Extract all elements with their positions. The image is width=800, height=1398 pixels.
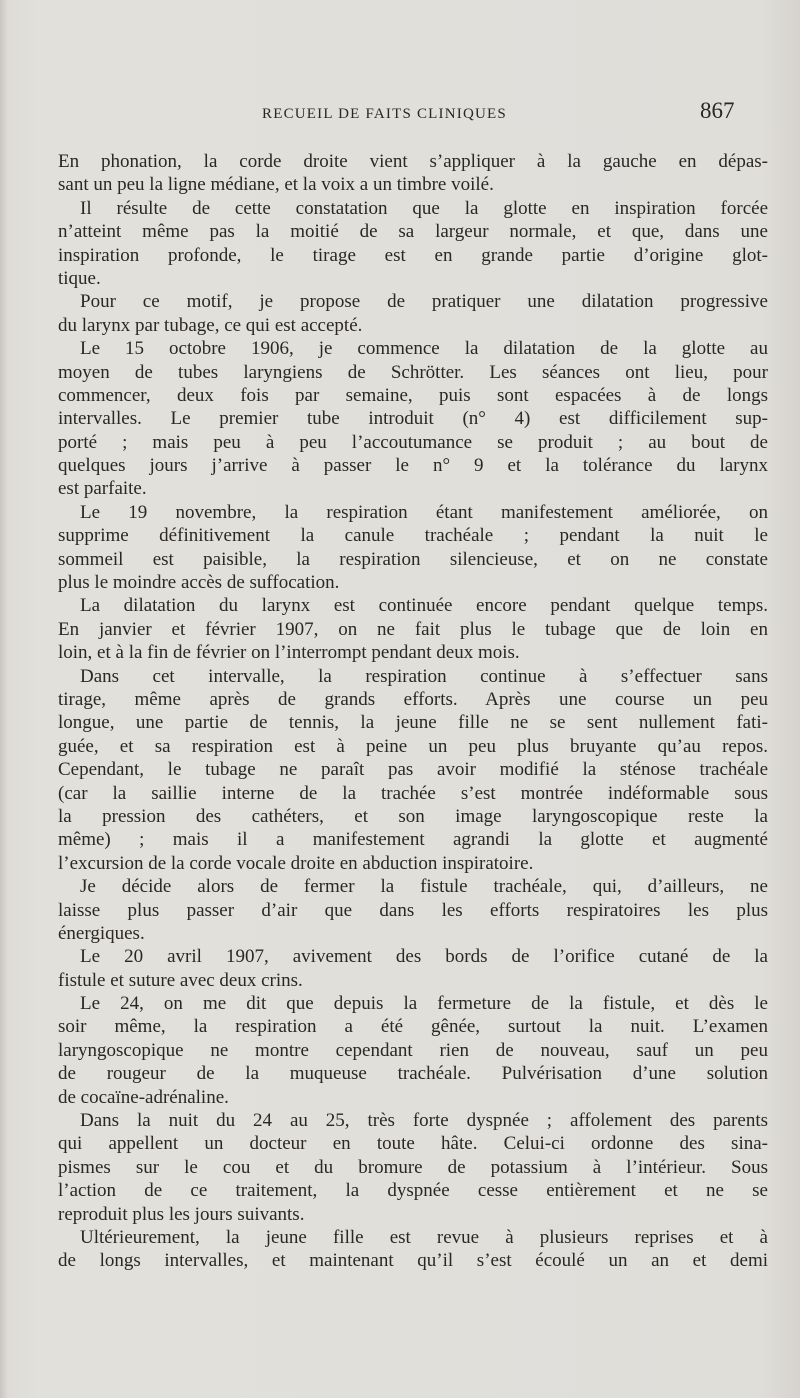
text-line: même) ; mais il a manifestement agrandi la glotte et augmenté (58, 829, 768, 851)
text-line: pismes sur le cou et du bromure de potassium à l’intérieur. Sous (58, 1156, 768, 1178)
text-line: En janvier et février 1907, on ne fait plus le tubage que de loin en (58, 618, 768, 640)
text-line: moyen de tubes laryngiens de Schrötter. Les séances ont lieu, pour (58, 361, 768, 383)
text-line: En phonation, la corde droite vient s’appliquer à la gauche en dépas- (58, 151, 768, 172)
text-line: (car la saillie interne de la trachée s’est montrée indéformable sous (58, 782, 768, 804)
text-line: plus le moindre accès de suffocation. (58, 572, 340, 594)
text-line: du larynx par tubage, ce qui est accepté. (58, 314, 363, 336)
text-line: de rougeur de la muqueuse trachéale. Pulvérisation d’une solution (58, 1063, 768, 1085)
text-line: Le 24, on me dit que depuis la fermeture de la fistule, et dès le (80, 993, 768, 1015)
text-line: l’action de ce traitement, la dyspnée cesse entièrement et ne se (58, 1180, 768, 1202)
text-line: qui appellent un docteur en toute hâte. Celui-ci ordonne des sina- (58, 1133, 768, 1155)
text-line: Le 19 novembre, la respiration étant manifestement améliorée, on (80, 501, 768, 523)
text-line: Dans la nuit du 24 au 25, très forte dyspnée ; affolement des parents (80, 1110, 768, 1132)
text-line: intervalles. Le premier tube introduit (n° 4) est difficilement sup- (58, 408, 768, 430)
text-line: de cocaïne-adrénaline. (58, 1086, 229, 1108)
text-line: porté ; mais peu à peu l’accoutumance se produit ; au bout de (58, 431, 768, 453)
text-line: supprime définitivement la canule trachéale ; pendant la nuit le (58, 525, 768, 547)
text-line: soir même, la respiration a été gênée, surtout la nuit. L’examen (58, 1016, 768, 1038)
running-title: RECUEIL DE FAITS CLINIQUES (262, 106, 507, 122)
text-line: sant un peu la ligne médiane, et la voix a un timbre voilé. (58, 174, 494, 196)
text-line: Pour ce motif, je propose de pratiquer une dilatation progressive (80, 291, 768, 313)
text-line: Je décide alors de fermer la fistule trachéale, qui, d’ailleurs, ne (80, 876, 768, 898)
page-number: 867 (700, 98, 735, 123)
text-line: énergiques. (58, 922, 145, 944)
text-line: l’excursion de la corde vocale droite en abduction inspiratoire. (58, 852, 534, 874)
text-line: n’atteint même pas la moitié de sa largeur normale, et que, dans une (58, 221, 768, 243)
text-line: commencer, deux fois par semaine, puis sont espacées à de longs (58, 384, 768, 406)
text-line: Ultérieurement, la jeune fille est revue à plusieurs reprises et à (80, 1226, 768, 1248)
text-line: de longs intervalles, et maintenant qu’il s’est écoulé un an et demi (58, 1250, 768, 1272)
text-line: quelques jours j’arrive à passer le n° 9 et la tolérance du larynx (58, 455, 768, 477)
text-line: fistule et suture avec deux crins. (58, 969, 303, 991)
text-line: guée, et sa respiration est à peine un peu plus bruyante qu’au repos. (58, 735, 768, 757)
text-line: Cependant, le tubage ne paraît pas avoir modifié la sténose trachéale (58, 759, 768, 781)
text-line: Dans cet intervalle, la respiration continue à s’effectuer sans (80, 665, 768, 687)
text-line: sommeil est paisible, la respiration silencieuse, et on ne constate (58, 548, 768, 570)
text-line: tique. (58, 267, 101, 289)
text-line: reproduit plus les jours suivants. (58, 1203, 305, 1225)
text-line: est parfaite. (58, 478, 147, 500)
body-text (58, 150, 768, 1273)
text-line: loin, et à la fin de février on l’interrompt pendant deux mois. (58, 642, 520, 664)
text-line: la pression des cathéters, et son image laryngoscopique reste la (58, 805, 768, 827)
text-line: inspiration profonde, le tirage est en grande partie d’origine glot- (58, 244, 768, 266)
text-line: Le 15 octobre 1906, je commence la dilatation de la glotte au (80, 338, 768, 360)
page-header (0, 98, 800, 138)
text-line: Il résulte de cette constatation que la glotte en inspiration forcée (80, 197, 768, 219)
text-line: longue, une partie de tennis, la jeune fille ne se sent nullement fati- (58, 712, 768, 734)
text-line: La dilatation du larynx est continuée encore pendant quelque temps. (80, 595, 768, 617)
text-line: laisse plus passer d’air que dans les efforts respiratoires les plus (58, 899, 768, 921)
text-line: laryngoscopique ne montre cependant rien de nouveau, sauf un peu (58, 1039, 768, 1061)
text-line: tirage, même après de grands efforts. Après une course un peu (58, 688, 768, 710)
text-line: Le 20 avril 1907, avivement des bords de l’orifice cutané de la (80, 946, 768, 968)
